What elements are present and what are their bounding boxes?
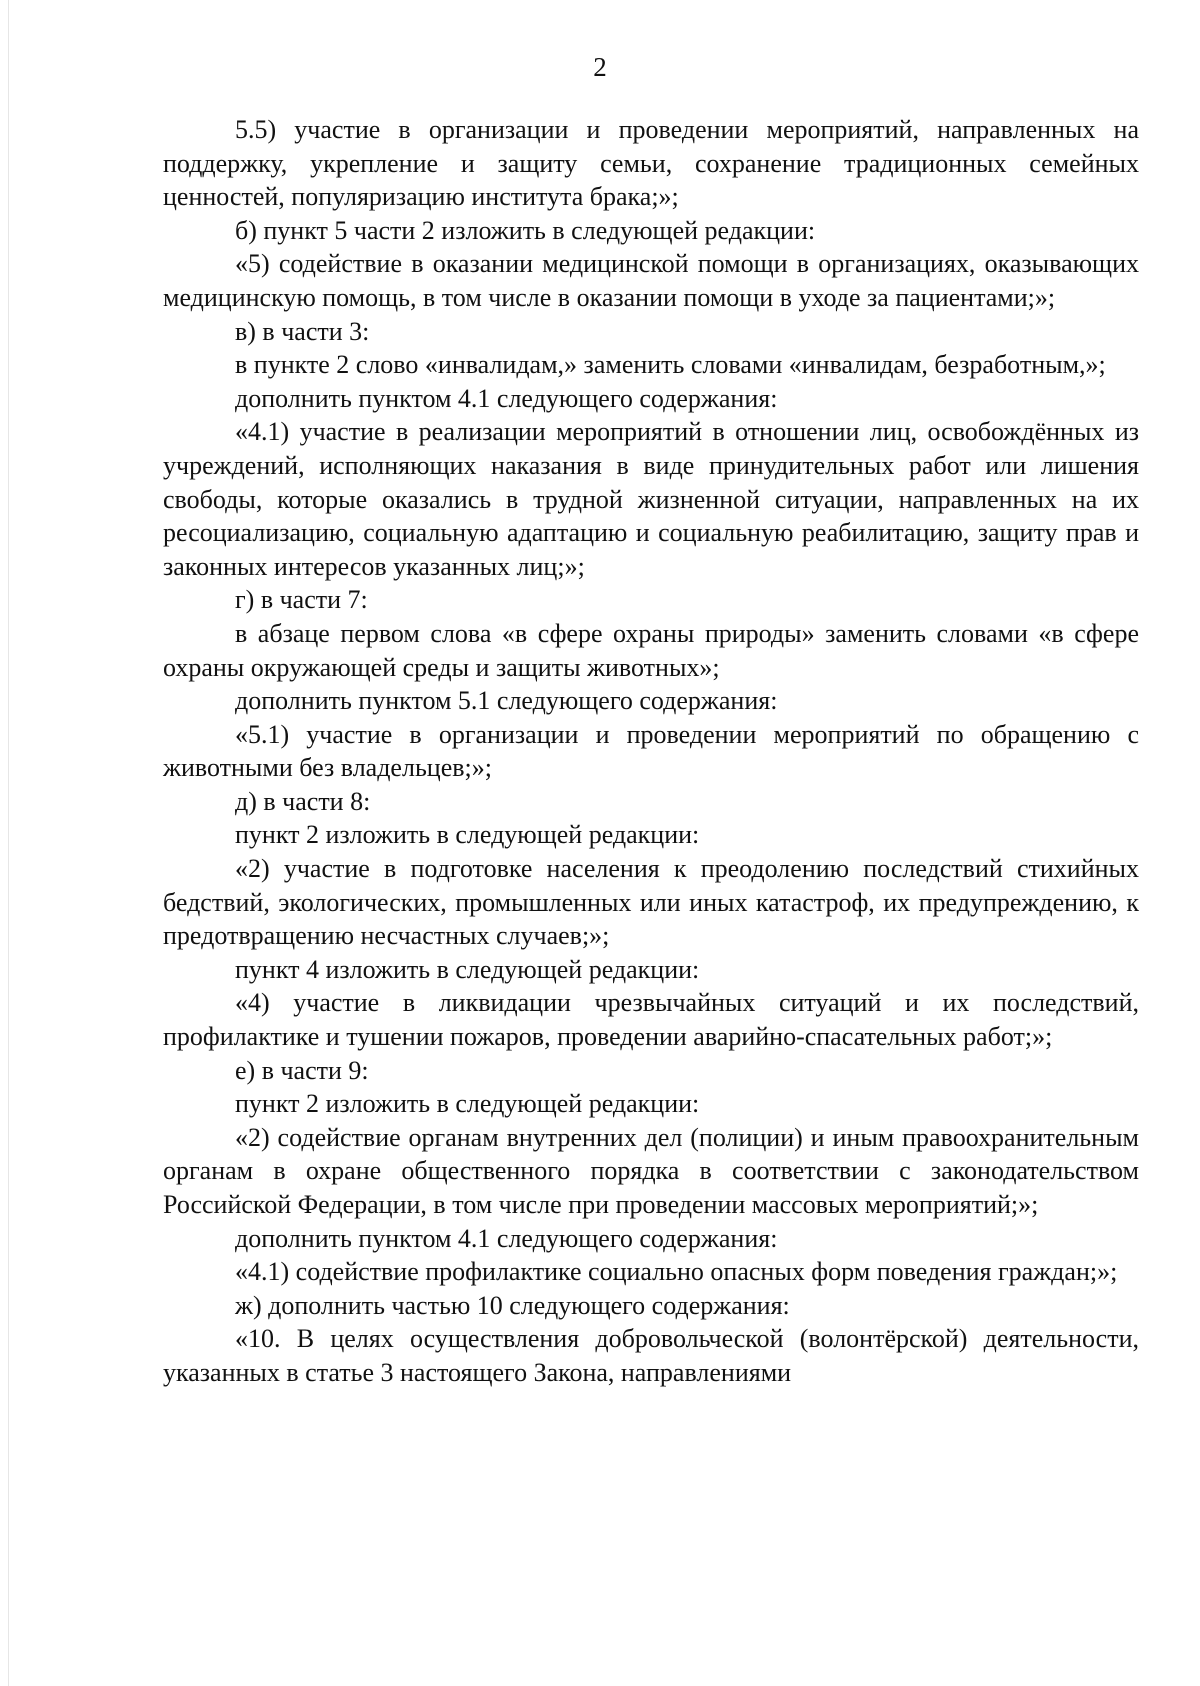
paragraph-g-heading: г) в части 7: — [235, 585, 368, 615]
paragraph-item-2-police: «2) содействие органам внутренних дел (полиции) и иным правоохранительным органам в охране общественного порядка в соответствии с законодательством Российской Федерации, в том числе при проведении массовых мероприятий;»; — [163, 1122, 1139, 1219]
paragraph-item-4-1-resocialization: «4.1) участие в реализации мероприятий в отношении лиц, освобождённых из учреждений, исполняющих наказания в виде принудительных работ или лишения свободы, которые оказались в трудной жизненной ситуации, направленных на их ресоциализацию, социальную адаптацию и социальную реабилитацию, защиту прав и законных интересов указанных лиц;»; — [163, 417, 1139, 581]
paragraph-d-point-2: пункт 2 изложить в следующей редакции: — [235, 820, 700, 850]
paragraph-d-point-4: пункт 4 изложить в следующей редакции: — [235, 954, 700, 984]
paragraph-item-4-1-prevention: «4.1) содействие профилактике социально опасных форм поведения граждан;»; — [235, 1257, 1118, 1287]
paragraph-e-point-2: пункт 2 изложить в следующей редакции: — [235, 1089, 700, 1119]
paragraph-item-5-5: 5.5) участие в организации и проведении мероприятий, направленных на поддержку, укрепление и защиту семьи, сохранение традиционных семейных ценностей, популяризацию института брака;»; — [163, 115, 1139, 212]
paragraph-item-4-emergencies: «4) участие в ликвидации чрезвычайных ситуаций и их последствий, профилактике и тушении пожаров, проведении аварийно-спасательных работ;»; — [163, 988, 1139, 1052]
paragraph-zh-heading: ж) дополнить частью 10 следующего содержания: — [235, 1290, 790, 1320]
paragraph-b-heading: б) пункт 5 части 2 изложить в следующей редакции: — [235, 215, 816, 245]
paragraph-g-first-abstract: в абзаце первом слова «в сфере охраны природы» заменить словами «в сфере охраны окружающей среды и защиты животных»; — [163, 618, 1139, 682]
scan-edge-line — [8, 0, 9, 1686]
page-number: 2 — [593, 52, 607, 82]
paragraph-item-10: «10. В целях осуществления добровольческой (волонтёрской) деятельности, указанных в статье 3 настоящего Закона, направлениями — [163, 1324, 1139, 1387]
paragraph-item-5-1-animals: «5.1) участие в организации и проведении мероприятий по обращению с животными без владельцев;»; — [163, 719, 1139, 783]
document-body — [163, 113, 1139, 1390]
paragraph-item-5: «5) содействие в оказании медицинской помощи в организациях, оказывающих медицинскую помощь, в том числе в оказании помощи в уходе за пациентами;»; — [163, 249, 1139, 312]
paragraph-v-point-2: в пункте 2 слово «инвалидам,» заменить словами «инвалидам, безработным,»; — [235, 350, 1106, 380]
paragraph-item-2-disasters: «2) участие в подготовке населения к преодолению последствий стихийных бедствий, экологических, промышленных или иных катастроф, их предупреждению, к предотвращению несчастных случаев;»; — [163, 854, 1139, 951]
paragraph-e-heading: е) в части 9: — [235, 1055, 369, 1085]
paragraph-v-heading: в) в части 3: — [235, 316, 370, 346]
paragraph-e-add-4-1: дополнить пунктом 4.1 следующего содержания: — [235, 1223, 778, 1253]
paragraph-v-add-4-1: дополнить пунктом 4.1 следующего содержания: — [235, 383, 778, 413]
paragraph-g-add-5-1: дополнить пунктом 5.1 следующего содержания: — [235, 686, 778, 716]
paragraph-d-heading: д) в части 8: — [235, 786, 371, 816]
